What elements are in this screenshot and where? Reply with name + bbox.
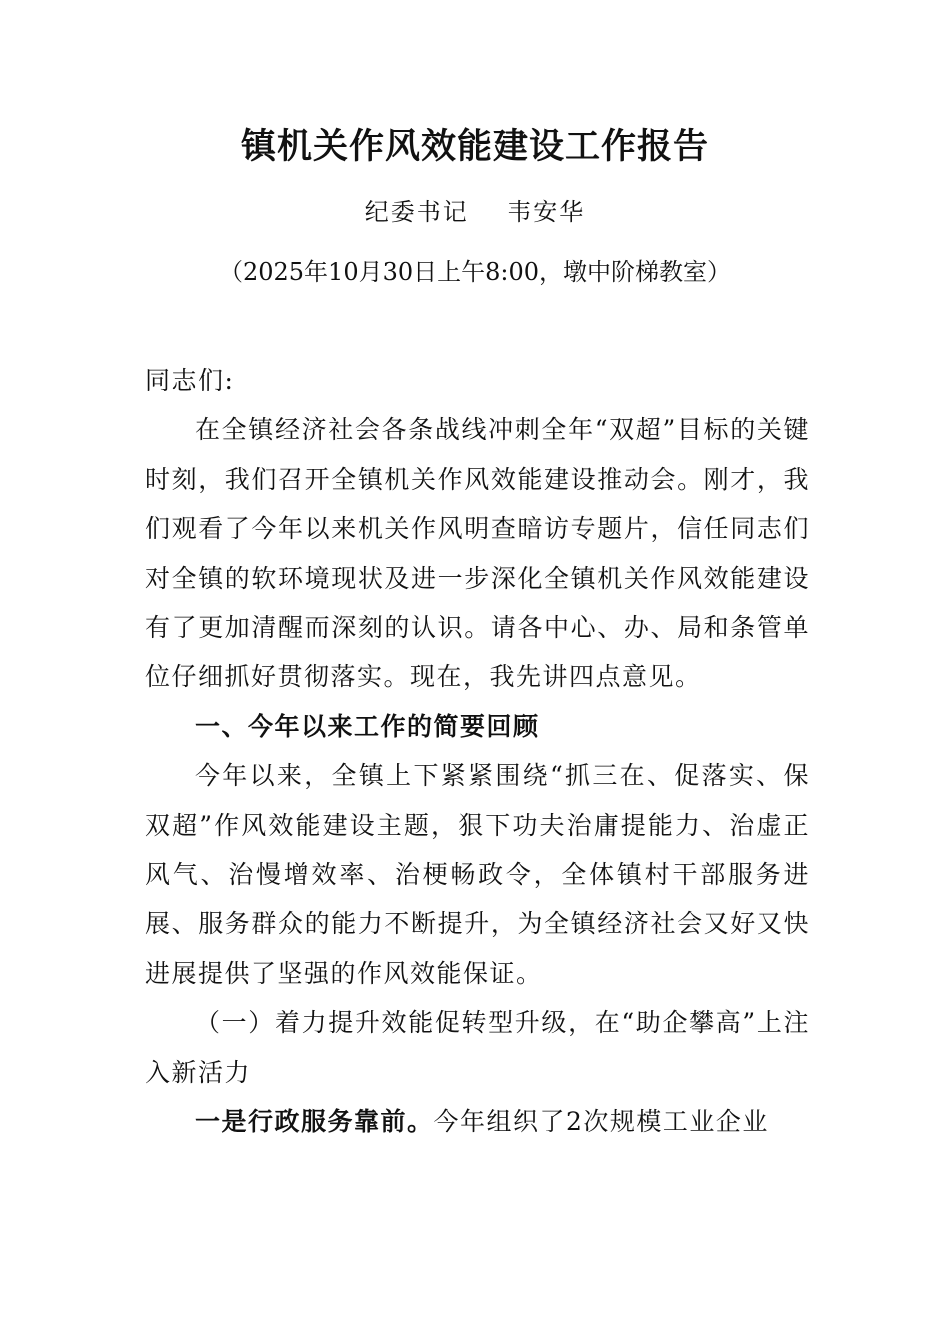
section-heading: 一、今年以来工作的简要回顾 <box>195 711 540 741</box>
author-line: 纪委书记 韦安华 <box>364 198 586 226</box>
item-lead: 一是行政服务靠前。 <box>195 1107 434 1137</box>
salutation: 同志们: <box>145 366 235 395</box>
intro-paragraph: 在全镇经济社会各条战线冲刺全年“双超”目标的关键时刻，我们召开全镇机关作风效能建设推动会。刚才，我们观看了今年以来机关作风明查暗访专题片，信任同志们对全镇的软环境现状及进一步深化全镇机关作风效能建设有了更加清醒而深刻的认识。请各中心、办、局和条管单位仔细抓好贯彻落实。现在，我先讲四点意见。 <box>145 415 810 692</box>
document-body <box>145 356 810 1147</box>
meeting-info: （2025年10月30日上午8:00，墩中阶梯教室） <box>218 258 732 286</box>
section-paragraph: 今年以来，全镇上下紧紧围绕“抓三在、促落实、保双超”作风效能建设主题，狠下功夫治庸提能力、治虚正风气、治慢增效率、治梗畅政令，全体镇村干部服务进展、服务群众的能力不断提升，为全镇经济社会又好又快进展提供了坚强的作风效能保证。 <box>145 761 810 988</box>
item-paragraph <box>145 1097 810 1146</box>
item-text: 今年组织了2次规模工业企业 <box>433 1107 769 1137</box>
subsection-heading: （一）着力提升效能促转型升级，在“助企攀高”上注入新活力 <box>145 1008 810 1087</box>
document-title: 镇机关作风效能建设工作报告 <box>240 126 709 167</box>
